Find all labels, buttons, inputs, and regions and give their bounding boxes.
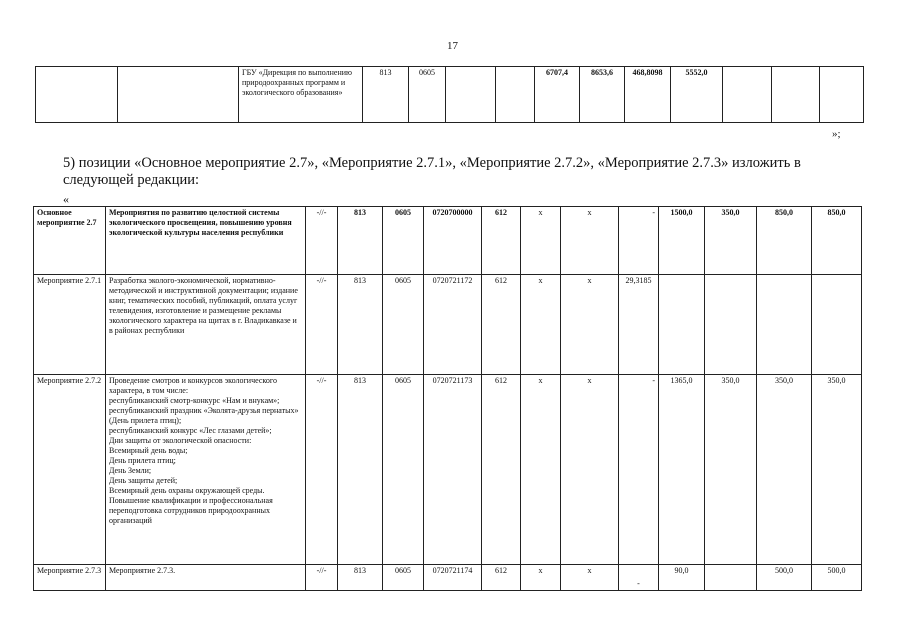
closing-mark: »; [832, 128, 841, 140]
table-row [34, 275, 862, 375]
table-row [34, 207, 862, 275]
x-cell: x [561, 207, 619, 275]
x-cell: x [561, 565, 619, 591]
value-cell: 350,0 [757, 375, 812, 565]
value-cell [812, 275, 862, 375]
csr-cell: 0720721174 [424, 565, 482, 591]
csr-cell: 0720700000 [424, 207, 482, 275]
x-cell: x [521, 207, 561, 275]
resp-cell: -//- [306, 207, 338, 275]
value-cell: 6707,4 [535, 67, 580, 123]
x-cell: x [561, 375, 619, 565]
csr-cell: 0720721172 [424, 275, 482, 375]
row-code: Мероприятие 2.7.2 [34, 375, 106, 565]
x-cell: x [561, 275, 619, 375]
value-cell: 350,0 [705, 207, 757, 275]
name-line: Всемирный день охраны окружающей среды. [109, 486, 265, 495]
page-number: 17 [447, 40, 458, 52]
empty-cell [723, 67, 772, 123]
value-cell: 850,0 [812, 207, 862, 275]
value-cell: 500,0 [757, 565, 812, 591]
value-cell: 350,0 [705, 375, 757, 565]
value-cell: 468,8098 [625, 67, 671, 123]
value-cell [659, 275, 705, 375]
value-cell: 1365,0 [659, 375, 705, 565]
row-code: Мероприятие 2.7.3 [34, 565, 106, 591]
grbs-cell: 813 [338, 275, 383, 375]
name-line: Повышение квалификации и профессиональная переподготовка сотрудников природоохранных организаций [109, 496, 273, 525]
value-cell: 350,0 [812, 375, 862, 565]
table-row [36, 67, 864, 123]
row-name [106, 375, 306, 565]
empty-cell [446, 67, 496, 123]
empty-cell [772, 67, 820, 123]
empty-cell [820, 67, 864, 123]
resp-cell: -//- [306, 275, 338, 375]
amendment-paragraph: 5) позиции «Основное мероприятие 2.7», «Мероприятие 2.7.1», «Мероприятие 2.7.2», «Мероприятие 2.7.3» изложить в следующей редакции: [63, 155, 801, 188]
value-cell: - [619, 375, 659, 565]
name-line: Проведение смотров и конкурсов экологического характера, в том числе: [109, 376, 277, 395]
grbs-cell: 813 [338, 375, 383, 565]
value-cell [705, 565, 757, 591]
opening-quote: « [63, 192, 69, 206]
table-row [34, 375, 862, 565]
x-cell: x [521, 565, 561, 591]
vr-cell: 612 [482, 375, 521, 565]
name-line: Всемирный день воды; [109, 446, 188, 455]
name-line: День прилета птиц; [109, 456, 176, 465]
grbs-cell: 813 [338, 207, 383, 275]
value-cell [757, 275, 812, 375]
value-cell: 1500,0 [659, 207, 705, 275]
vr-cell: 612 [482, 275, 521, 375]
value-cell: 29,3185 [619, 275, 659, 375]
value-cell: 850,0 [757, 207, 812, 275]
row-name: Разработка эколого-экономической, нормативно-методической и инструктивной документации; издание книг, тематических пособий, публикаций, оплата услуг телевидения, изготовление и размещение рекламы экологического характера на щитах в г. Владикавказе и в районах республики [106, 275, 306, 375]
name-line: День защиты детей; [109, 476, 178, 485]
vr-cell: 612 [482, 565, 521, 591]
resp-cell: -//- [306, 375, 338, 565]
grbs-cell: 813 [363, 67, 409, 123]
rzpr-cell: 0605 [383, 565, 424, 591]
value-cell: 8653,6 [580, 67, 625, 123]
vr-cell: 612 [482, 207, 521, 275]
name-line: Дни защиты от экологической опасности: [109, 436, 252, 445]
name-line: республиканский конкурс «Лес глазами детей»; [109, 426, 272, 435]
org-cell: ГБУ «Дирекция по выполнению природоохранных программ и экологического образования» [239, 67, 363, 123]
rzpr-cell: 0605 [409, 67, 446, 123]
csr-cell: 0720721173 [424, 375, 482, 565]
value-cell [705, 275, 757, 375]
name-line: республиканский смотр-конкурс «Нам и внукам»; [109, 396, 280, 405]
value-cell: 5552,0 [671, 67, 723, 123]
value-cell: - [619, 565, 659, 591]
measures-table [33, 206, 862, 591]
rzpr-cell: 0605 [383, 275, 424, 375]
row-code: Основное мероприятие 2.7 [34, 207, 106, 275]
row-name: Мероприятия по развитию целостной системы экологического просвещения, повышению уровня экологической культуры населения республики [106, 207, 306, 275]
rzpr-cell: 0605 [383, 207, 424, 275]
resp-cell: -//- [306, 565, 338, 591]
x-cell: x [521, 275, 561, 375]
empty-cell [496, 67, 535, 123]
row-name: Мероприятие 2.7.3. [106, 565, 306, 591]
grbs-cell: 813 [338, 565, 383, 591]
name-line: День Земли; [109, 466, 152, 475]
empty-cell [118, 67, 239, 123]
name-line: республиканский праздник «Эколята-друзья пернатых» (День прилета птиц); [109, 406, 299, 425]
empty-cell [36, 67, 118, 123]
value-cell: 90,0 [659, 565, 705, 591]
value-cell: - [619, 207, 659, 275]
row-code: Мероприятие 2.7.1 [34, 275, 106, 375]
rzpr-cell: 0605 [383, 375, 424, 565]
previous-table-fragment [35, 66, 864, 123]
x-cell: x [521, 375, 561, 565]
value-cell: 500,0 [812, 565, 862, 591]
table-row [34, 565, 862, 591]
